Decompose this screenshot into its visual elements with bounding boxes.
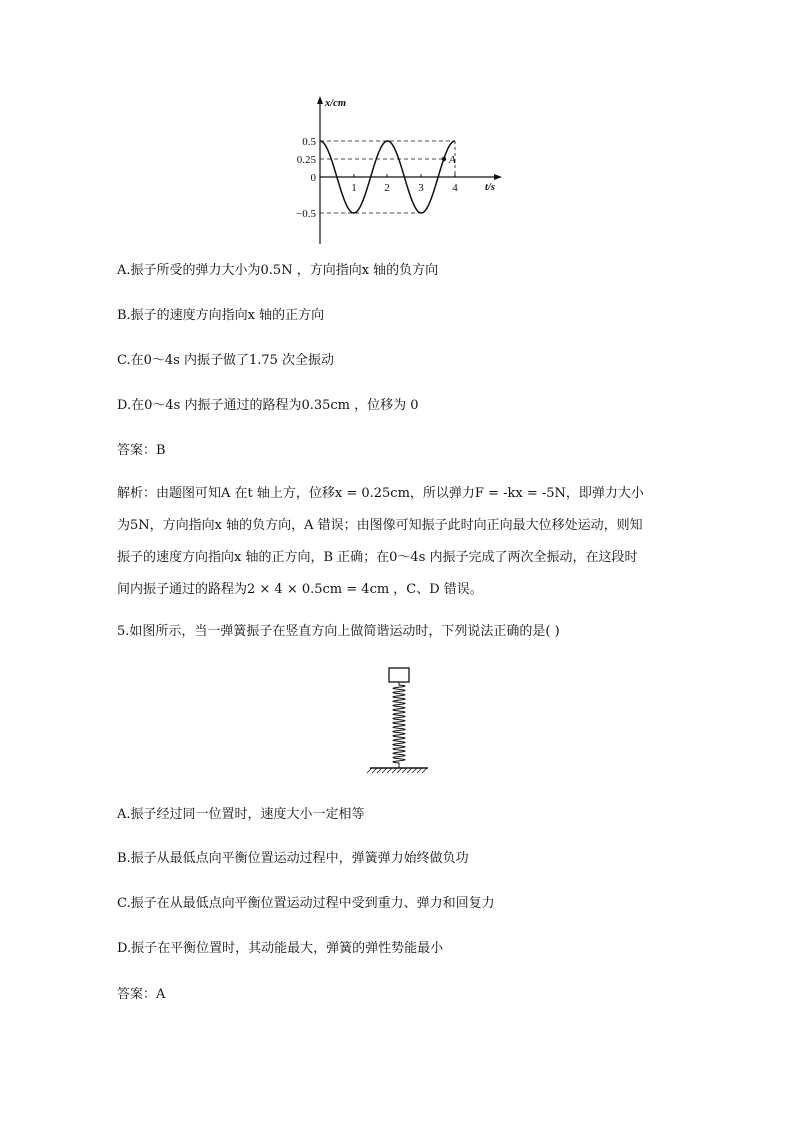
ground-hatching: [367, 768, 427, 773]
spring-coil: [393, 682, 405, 768]
q4-option-b: B.振子的速度方向指向x 轴的正方向: [117, 308, 325, 323]
hatch-mark: [382, 768, 387, 773]
q4-analysis-line: 为5N，方向指向x 轴的负方向，A 错误；由图像可知振子此时向正向最大位移处运动，则知: [117, 518, 643, 533]
q4-answer: 答案：B: [117, 443, 166, 458]
hatch-mark: [387, 768, 392, 773]
x-tick-label: 2: [384, 182, 390, 194]
hatch-mark: [372, 768, 377, 773]
y-axis-label: x/cm: [325, 98, 346, 109]
q5-option-d: D.振子在平衡位置时，其动能最大，弹簧的弹性势能最小: [117, 941, 444, 956]
q4-analysis-line: 解析：由题图可知A 在t 轴上方，位移x = 0.25cm，所以弹力F = -kx = -5N，即弹力大小: [117, 486, 644, 501]
y-tick-label: 0.5: [302, 136, 316, 148]
point-a-label: A: [449, 154, 456, 166]
hatch-mark: [397, 768, 402, 773]
y-tick-label: 0.25: [296, 154, 316, 166]
hatch-mark: [417, 768, 422, 773]
q5-option-b: B.振子从最低点向平衡位置运动过程中，弹簧弹力始终做负功: [117, 851, 469, 866]
hatch-mark: [392, 768, 397, 773]
q5-option-c: C.振子在从最低点向平衡位置运动过程中受到重力、弹力和回复力: [117, 896, 495, 911]
q5-answer: 答案：A: [117, 987, 166, 1002]
x-tick-label: 3: [418, 182, 424, 194]
q5-option-a: A.振子经过同一位置时，速度大小一定相等: [117, 807, 365, 822]
q4-analysis-line: 振子的速度方向指向x 轴的正方向，B 正确；在0～4s 内振子完成了两次全振动，在这段时: [117, 550, 638, 565]
spring-oscillator-figure: [362, 665, 442, 777]
q4-option-a: A.振子所受的弹力大小为0.5N ，方向指向x 轴的负方向: [117, 263, 439, 278]
x-axis-label: t/s: [485, 182, 495, 193]
x-axis-arrow: [494, 174, 502, 180]
y-axis-arrow: [317, 96, 323, 104]
q4-option-c: C.在0～4s 内振子做了1.75 次全振动: [117, 353, 335, 368]
q4-option-d: D.在0～4s 内振子通过的路程为0.35cm ，位移为 0: [117, 398, 419, 413]
hatch-mark: [422, 768, 427, 773]
y-tick-label: −0.5: [296, 208, 316, 220]
displacement-time-graph: [285, 92, 515, 247]
hatch-mark: [402, 768, 407, 773]
y-tick-label: 0: [310, 172, 316, 184]
x-tick-label: 4: [452, 182, 458, 194]
x-tick-label: 1: [351, 182, 357, 194]
q5-stem: 5.如图所示，当一弹簧振子在竖直方向上做简谐运动时，下列说法正确的是( ): [117, 624, 560, 639]
hatch-mark: [367, 768, 372, 773]
q4-analysis-line: 间内振子通过的路程为2 × 4 × 0.5cm = 4cm ，C、D 错误。: [117, 582, 483, 597]
hatch-mark: [412, 768, 417, 773]
point-a-marker: [442, 157, 446, 161]
hatch-mark: [407, 768, 412, 773]
hatch-mark: [377, 768, 382, 773]
oscillator-block: [389, 668, 409, 682]
